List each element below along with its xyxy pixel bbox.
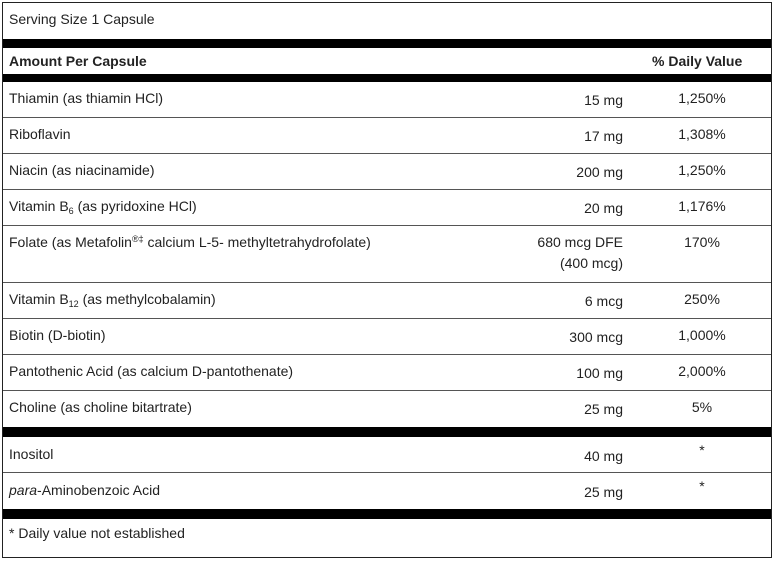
nutrient-amount: 25 mg bbox=[584, 401, 623, 417]
table-row bbox=[3, 190, 771, 226]
thick-divider bbox=[3, 509, 771, 519]
daily-value bbox=[617, 90, 774, 106]
table-row bbox=[3, 118, 771, 154]
daily-value-text: 170% bbox=[684, 234, 720, 250]
nutrient-amount: 6 mcg bbox=[584, 293, 623, 309]
table-row bbox=[3, 473, 771, 509]
nutrient-amount bbox=[537, 232, 623, 274]
nutrient-amount: 300 mcg bbox=[569, 329, 623, 345]
daily-value-text: 1,308% bbox=[678, 126, 726, 142]
italic-prefix: para bbox=[9, 482, 38, 498]
nutrient-name bbox=[9, 291, 216, 309]
table-row bbox=[3, 283, 771, 319]
nutrient-name: Riboflavin bbox=[9, 126, 71, 142]
daily-value-text: 1,250% bbox=[678, 90, 726, 106]
subscript: 6 bbox=[68, 206, 74, 216]
name-text: Vitamin B bbox=[9, 291, 69, 307]
table-row bbox=[3, 391, 771, 427]
daily-value-text: * bbox=[699, 478, 705, 494]
nutrient-amount: 25 mg bbox=[584, 484, 623, 500]
superscript: ®‡ bbox=[131, 234, 144, 244]
daily-value bbox=[617, 442, 774, 458]
name-text: Vitamin B bbox=[9, 198, 69, 214]
daily-value bbox=[617, 198, 774, 214]
subscript: 12 bbox=[68, 299, 79, 309]
name-text: Folate (as Metafolin bbox=[9, 234, 132, 250]
name-text: calcium L-5- methyltetrahydrofolate) bbox=[143, 234, 371, 250]
daily-value bbox=[617, 327, 774, 343]
footnote: * Daily value not established bbox=[9, 525, 185, 541]
daily-value-text: 250% bbox=[684, 291, 720, 307]
nutrient-name: Niacin (as niacinamide) bbox=[9, 162, 155, 178]
daily-value bbox=[617, 126, 774, 142]
daily-value-heading: % Daily Value bbox=[652, 53, 743, 69]
table-row bbox=[3, 355, 771, 391]
daily-value bbox=[617, 234, 774, 250]
table-row bbox=[3, 319, 771, 355]
table-row bbox=[3, 226, 771, 283]
daily-value-text: 5% bbox=[691, 399, 713, 415]
name-text: (as methylcobalamin) bbox=[78, 291, 216, 307]
nutrient-amount: 200 mg bbox=[576, 164, 623, 180]
daily-value-text: 1,000% bbox=[678, 327, 726, 343]
daily-value bbox=[617, 399, 774, 415]
table-header bbox=[3, 50, 771, 71]
thick-divider bbox=[3, 39, 771, 48]
table-row bbox=[3, 154, 771, 190]
table-row bbox=[3, 82, 771, 118]
daily-value bbox=[617, 162, 774, 178]
nutrient-amount: 15 mg bbox=[584, 92, 623, 108]
name-text: (as pyridoxine HCl) bbox=[73, 198, 197, 214]
table-row bbox=[3, 437, 771, 473]
serving-size: Serving Size 1 Capsule bbox=[9, 11, 155, 27]
name-text: -Aminobenzoic Acid bbox=[37, 482, 160, 498]
amount-line: (400 mcg) bbox=[559, 255, 623, 271]
nutrient-name: Thiamin (as thiamin HCl) bbox=[9, 90, 164, 106]
nutrient-amount: 20 mg bbox=[584, 200, 623, 216]
nutrient-name: Pantothenic Acid (as calcium D-pantothenate) bbox=[9, 363, 294, 379]
nutrient-amount: 17 mg bbox=[584, 128, 623, 144]
supplement-facts-panel bbox=[2, 2, 772, 558]
amount-line: 680 mcg DFE bbox=[537, 234, 623, 250]
daily-value bbox=[617, 478, 774, 494]
daily-value bbox=[617, 363, 774, 379]
daily-value-text: 1,176% bbox=[678, 198, 726, 214]
nutrient-amount: 40 mg bbox=[584, 448, 623, 464]
nutrient-name: Biotin (D-biotin) bbox=[9, 327, 106, 343]
nutrient-name: Inositol bbox=[9, 446, 54, 462]
thick-divider bbox=[3, 427, 771, 437]
nutrient-name bbox=[9, 234, 371, 250]
amount-per-capsule-heading: Amount Per Capsule bbox=[9, 53, 147, 69]
daily-value-text: 2,000% bbox=[678, 363, 726, 379]
thick-divider bbox=[3, 74, 771, 82]
nutrient-name: Choline (as choline bitartrate) bbox=[9, 399, 192, 415]
daily-value-text: 1,250% bbox=[678, 162, 726, 178]
daily-value bbox=[617, 291, 774, 307]
nutrient-name bbox=[9, 198, 197, 216]
nutrient-amount: 100 mg bbox=[576, 365, 623, 381]
daily-value-text: * bbox=[699, 442, 705, 458]
nutrient-name bbox=[9, 482, 160, 498]
